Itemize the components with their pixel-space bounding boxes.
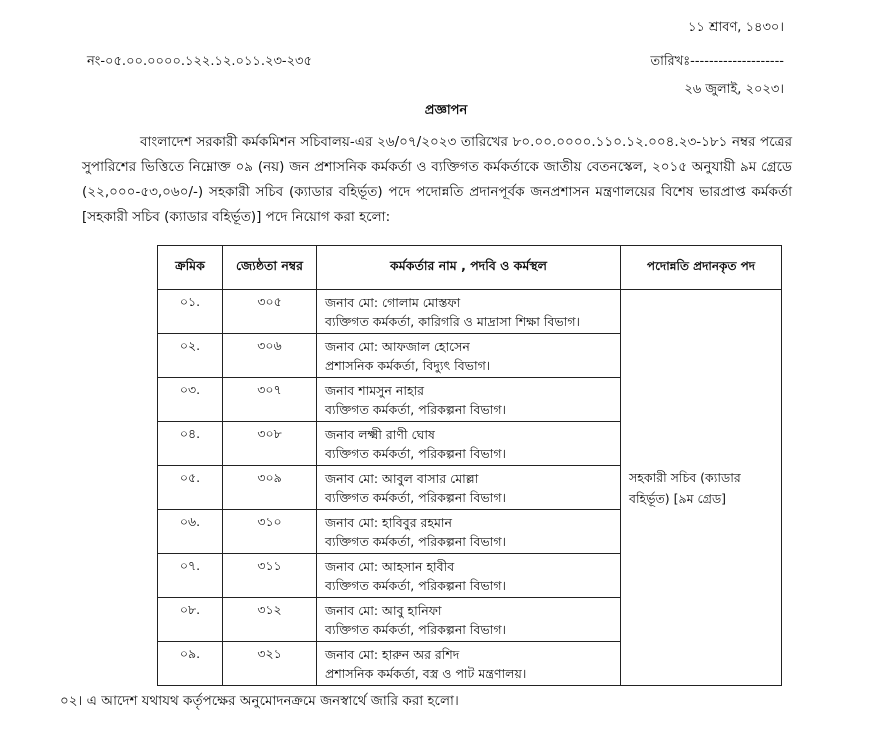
officer-name: জনাব মো: আহসান হাবীব — [325, 559, 455, 574]
officer-designation: ব্যক্তিগত কর্মকর্তা, পরিকল্পনা বিভাগ। — [325, 402, 507, 417]
serial-cell: ০৯. — [158, 642, 223, 686]
officer-name: জনাব মো: হাবিবুর রহমান — [325, 515, 453, 530]
memo-number: নং-০৫.০০.০০০০.১২২.১২.০১১.২৩-২৩৫ — [87, 54, 312, 69]
date-label: তারিখঃ-------------------- — [650, 54, 784, 69]
officer-cell — [317, 554, 621, 598]
officer-designation: ব্যক্তিগত কর্মকর্তা, পরিকল্পনা বিভাগ। — [325, 622, 507, 637]
officer-name: জনাব শামসুন নাহার — [325, 383, 425, 398]
seniority-cell: ৩১০ — [223, 510, 317, 554]
table-row — [158, 290, 782, 334]
seniority-cell: ৩২১ — [223, 642, 317, 686]
officer-cell — [317, 422, 621, 466]
seniority-cell: ৩০৮ — [223, 422, 317, 466]
body-paragraph — [82, 130, 792, 230]
officer-name: জনাব মো: আফজাল হোসেন — [325, 339, 470, 354]
officer-designation: ব্যক্তিগত কর্মকর্তা, পরিকল্পনা বিভাগ। — [325, 578, 507, 593]
officer-name: জনাব লক্ষ্মী রাণী ঘোষ — [325, 427, 435, 442]
bangla-date: ১১ শ্রাবণ, ১৪৩০। — [687, 20, 784, 35]
seniority-cell: ৩০৯ — [223, 466, 317, 510]
serial-cell: ০২. — [158, 334, 223, 378]
officer-designation: প্রশাসনিক কর্মকর্তা, বস্ত্র ও পাট মন্ত্রণালয়। — [325, 666, 527, 681]
officer-name: জনাব মো: হারুন অর রশিদ — [325, 647, 460, 662]
seniority-cell: ৩১২ — [223, 598, 317, 642]
footer-note: ০২। এ আদেশ যথাযথ কর্তৃপক্ষের অনুমোদনক্রমে জনস্বার্থে জারি করা হলো। — [60, 693, 459, 709]
officer-designation: ব্যক্তিগত কর্মকর্তা, পরিকল্পনা বিভাগ। — [325, 534, 507, 549]
promoted-post-cell: সহকারী সচিব (ক্যাডার বহির্ভূত) [৯ম গ্রেড] — [621, 290, 782, 686]
header-seniority: জ্যেষ্ঠতা নম্বর — [223, 246, 317, 290]
officer-cell — [317, 466, 621, 510]
officer-cell — [317, 642, 621, 686]
officer-cell — [317, 290, 621, 334]
officer-designation: ব্যক্তিগত কর্মকর্তা, কারিগরি ও মাদ্রাসা শিক্ষা বিভাগ। — [325, 314, 581, 329]
paragraph-text: বাংলাদেশ সরকারী কর্মকমিশন সচিবালয়-এর ২৬/০৭/২০২৩ তারিখের ৮০.০০.০০০০.১১০.১২.০০৪.২৩-১৮১ নম্বর পত্রের সুপারিশের ভিত্তিতে নিম্নোক্ত ০৯ (নয়) জন প্রশাসনিক কর্মকর্তা ও ব্যক্তিগত কর্মকর্তাকে জাতীয় বেতনস্কেল, ২০১৫ অনুযায়ী ৯ম গ্রেডে (২২,০০০-৫৩,০৬০/-) সহকারী সচিব (ক্যাডার বহির্ভূত) পদে পদোন্নতি প্রদানপূর্বক জনপ্রশাসন মন্ত্রণালয়ের বিশেষ ভারপ্রাপ্ত কর্মকর্তা [সহকারী সচিব (ক্যাডার বহির্ভূত)] পদে নিয়োগ করা হলো: — [82, 134, 792, 225]
seniority-cell: ৩০৭ — [223, 378, 317, 422]
officer-name: জনাব মো: আবু হানিফা — [325, 603, 442, 618]
officer-cell — [317, 510, 621, 554]
officer-designation: ব্যক্তিগত কর্মকর্তা, পরিকল্পনা বিভাগ। — [325, 446, 507, 461]
serial-cell: ০১. — [158, 290, 223, 334]
seniority-cell: ৩০৬ — [223, 334, 317, 378]
document-title: প্রজ্ঞাপন — [424, 103, 468, 118]
officer-cell — [317, 334, 621, 378]
table-header-row — [158, 246, 782, 290]
serial-cell: ০৭. — [158, 554, 223, 598]
officer-name: জনাব মো: আবুল বাসার মোল্লা — [325, 471, 479, 486]
serial-cell: ০৩. — [158, 378, 223, 422]
officer-designation: প্রশাসনিক কর্মকর্তা, বিদ্যুৎ বিভাগ। — [325, 358, 491, 373]
officer-name: জনাব মো: গোলাম মোস্তফা — [325, 295, 461, 310]
seniority-cell: ৩০৫ — [223, 290, 317, 334]
header-serial: ক্রমিক — [158, 246, 223, 290]
seniority-cell: ৩১১ — [223, 554, 317, 598]
serial-cell: ০৬. — [158, 510, 223, 554]
serial-cell: ০৫. — [158, 466, 223, 510]
appointment-table — [157, 245, 782, 686]
officer-cell — [317, 598, 621, 642]
officer-cell — [317, 378, 621, 422]
header-name: কর্মকর্তার নাম , পদবি ও কর্মস্থল — [317, 246, 621, 290]
serial-cell: ০৪. — [158, 422, 223, 466]
header-post: পদোন্নতি প্রদানকৃত পদ — [621, 246, 782, 290]
english-date: ২৬ জুলাই, ২০২৩। — [684, 82, 784, 97]
serial-cell: ০৮. — [158, 598, 223, 642]
officer-designation: ব্যক্তিগত কর্মকর্তা, পরিকল্পনা বিভাগ। — [325, 490, 507, 505]
